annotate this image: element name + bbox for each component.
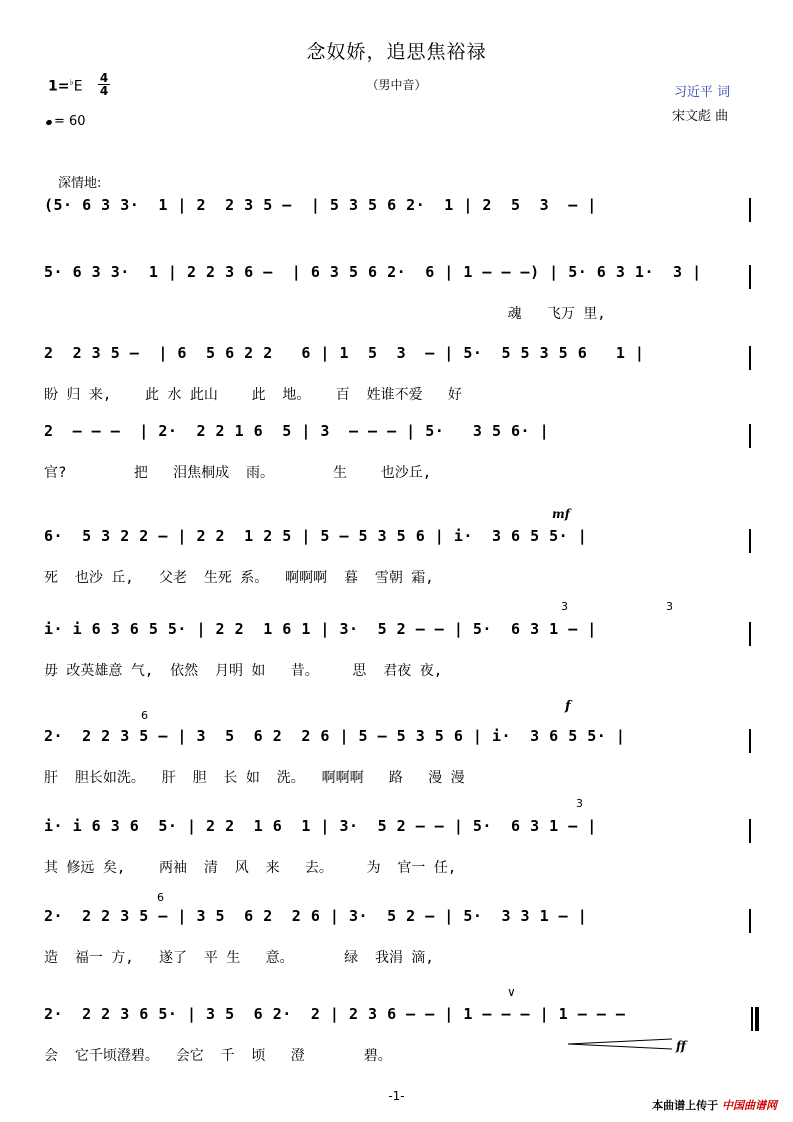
dynamic-mf: mf: [552, 507, 570, 521]
breath-mark: ∨: [507, 985, 516, 999]
page-number: -1-: [388, 1089, 405, 1103]
song-title: 念奴娇，追思焦裕禄: [306, 41, 487, 63]
dynamic-ff: ff: [676, 1039, 686, 1053]
barline: [749, 819, 751, 843]
lyrics-line: 造 福一 方, 遂了 平 生 意。 绿 我涓 滴,: [44, 950, 434, 966]
barline: [749, 729, 751, 753]
lyricist-credit: 习近平 词: [674, 85, 731, 100]
final-barline-thick: [755, 1007, 759, 1031]
sextuplet-mark: 6: [157, 891, 164, 904]
quarter-note-icon: [45, 119, 52, 126]
tempo-value: = 60: [54, 114, 86, 129]
lyrics-line: 会 它千顷澄碧。 会它 千 顷 澄 碧。: [44, 1048, 392, 1064]
notation-line: 2· 2 2 3 6 5· | 3 5 6 2· 2 | 2 3 6 — — | 1 — — — | 1 — — —: [44, 1005, 626, 1023]
voice-type: （男中音）: [366, 78, 427, 92]
lyrics-line: 魂 飞万 里,: [44, 306, 606, 322]
triplet-mark: 3: [576, 797, 583, 810]
lyrics-line: 毋 改英雄意 气, 依然 月明 如 昔。 思 君夜 夜,: [44, 663, 443, 679]
footer-text: 本曲谱上传于: [652, 1099, 719, 1112]
expression-marking: 深情地:: [58, 176, 102, 191]
site-logo: 中国曲谱网: [722, 1099, 777, 1112]
crescendo-hairpin-icon: [566, 1037, 676, 1051]
barline: [749, 265, 751, 289]
barline: [749, 424, 751, 448]
notation-line: 2 2 3 5 — | 6 5 6 2 2 6 | 1 5 3 — | 5· 5 5 3 5 6 1 |: [44, 344, 645, 362]
notation-line: 2· 2 2 3 5 — | 3 5 6 2 2 6 | 3· 5 2 — | 5· 3 3 1 — |: [44, 907, 588, 925]
notation-line: 5· 6 3 3· 1 | 2 2 3 6 — | 6 3 5 6 2· 6 | 1 — — —) | 5· 6 3 1· 3 |: [44, 263, 702, 281]
lyrics-line: 死 也沙 丘, 父老 生死 系。 啊啊啊 暮 雪朝 霜,: [44, 570, 434, 586]
time-sig-top: 4: [99, 71, 109, 85]
lyrics-line: 官? 把 泪焦桐成 雨。 生 也沙丘,: [44, 465, 432, 481]
notation-line: 2· 2 2 3 5 — | 3 5 6 2 2 6 | 5 — 5 3 5 6 | i· 3 6 5 5· |: [44, 727, 626, 745]
notation-line: i· i 6 3 6 5 5· | 2 2 1 6 1 | 3· 5 2 — — | 5· 6 3 1 — |: [44, 620, 597, 638]
triplet-mark: 3: [561, 600, 568, 613]
composer-credit: 宋文彪 曲: [672, 109, 729, 124]
footer-credit: [652, 1097, 777, 1113]
barline: [749, 622, 751, 646]
notation-line: (5· 6 3 3· 1 | 2 2 3 5 — | 5 3 5 6 2· 1 | 2 5 3 — |: [44, 196, 597, 214]
barline: [749, 529, 751, 553]
key-name: E: [73, 78, 83, 95]
key-signature: [48, 78, 83, 95]
lyrics-line: 其 修远 矣, 两袖 清 风 来 去。 为 官一 任,: [44, 860, 457, 876]
flat-sign: ♭: [69, 78, 74, 88]
notation-line: 6· 5 3 2 2 — | 2 2 1 2 5 | 5 — 5 3 5 6 | i· 3 6 5 5· |: [44, 527, 588, 545]
sextuplet-mark: 6: [141, 709, 148, 722]
barline: [749, 198, 751, 222]
time-signature: [98, 72, 110, 97]
final-barline-thin: [751, 1007, 753, 1031]
lyrics-line: 盼 归 来, 此 水 此山 此 地。 百 姓谁不爱 好: [44, 387, 462, 403]
triplet-mark: 3: [666, 600, 673, 613]
time-sig-bottom: 4: [99, 84, 109, 98]
key-prefix: 1=: [48, 78, 70, 95]
lyrics-line: 肝 胆长如洗。 肝 胆 长 如 洗。 啊啊啊 路 漫 漫: [44, 770, 465, 786]
tempo-marking: [46, 114, 86, 129]
barline: [749, 909, 751, 933]
barline: [749, 346, 751, 370]
dynamic-f: f: [565, 699, 571, 714]
notation-line: 2 — — — | 2· 2 2 1 6 5 | 3 — — — | 5· 3 5 6· |: [44, 422, 550, 440]
notation-line: i· i 6 3 6 5· | 2 2 1 6 1 | 3· 5 2 — — | 5· 6 3 1 — |: [44, 817, 597, 835]
